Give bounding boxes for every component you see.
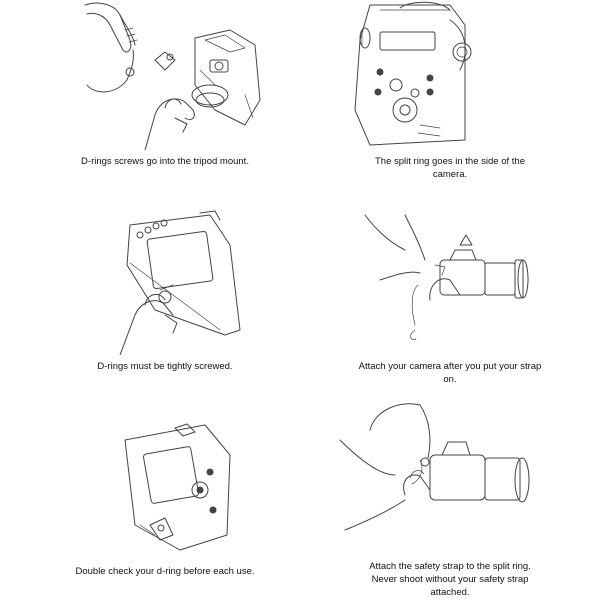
d-ring-into-tripod-mount-icon	[15, 0, 315, 150]
step-caption: Attach your camera after you put your strap on.	[358, 361, 542, 385]
step-caption: Double check your d-ring before each use.	[75, 566, 255, 577]
attach-safety-strap-icon	[300, 400, 600, 555]
check-d-ring-icon	[15, 410, 315, 560]
step-caption: D-rings screws go into the tripod mount.	[81, 156, 249, 167]
step-caption: The split ring goes in the side of the camera.	[375, 156, 525, 180]
attach-camera-to-strap-icon	[300, 205, 600, 355]
step-caption: D-rings must be tightly screwed.	[97, 361, 233, 372]
tighten-d-ring-icon	[15, 205, 315, 355]
step-caption: Attach the safety strap to the split ring. Never shoot without your safety strap attached.	[369, 561, 531, 598]
split-ring-camera-side-icon	[300, 0, 600, 150]
